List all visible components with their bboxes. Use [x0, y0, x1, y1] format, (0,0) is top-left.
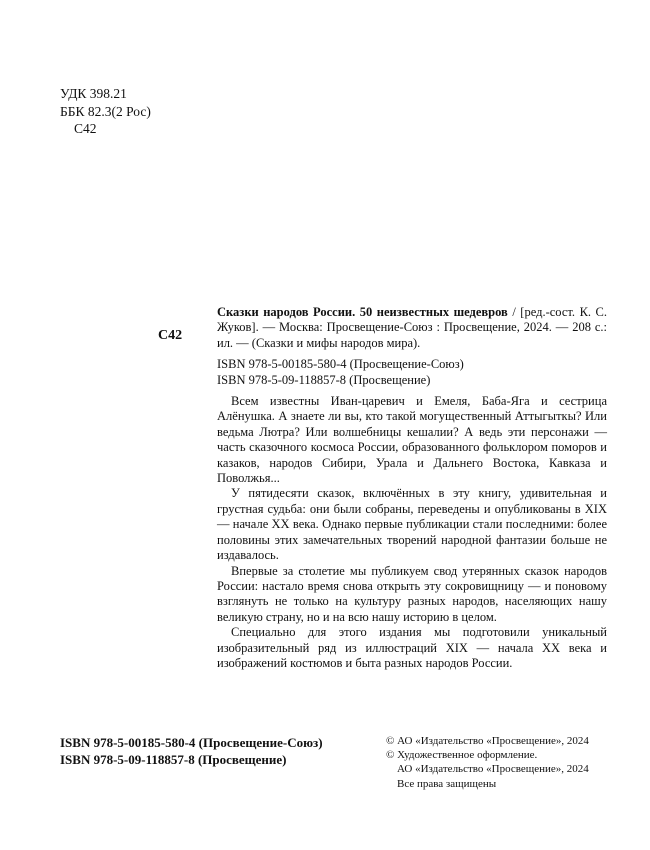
annotation	[217, 394, 607, 671]
bbk-code: ББК 82.3(2 Рос)	[60, 103, 151, 119]
annotation-paragraph: У пятидесяти сказок, включённых в эту книгу, удивительная и грустная судьба: они были собраны, переведены и опубликованы в XIX — начале XX века. Однако первые публикации стали последними: более половины этих замечательных творений народной фантазии больше не издавалось.	[217, 486, 607, 563]
bibliographic-details: / [ред.-сост. К. С. Жуков]. — Москва: Просвещение-Союз : Просвещение, 2024. — 208 с.: ил. — (Сказки и мифы народов мира).	[217, 305, 608, 350]
annotation-paragraph: Всем известны Иван-царевич и Емеля, Баба-Яга и сестрица Алёнушка. А знаете ли вы, кто такой могущественный Аттыгыткы? Или ведьма Лютра? Или волшебницы кешалии? А ведь эти персонажи — часть сказочного космоса России, образованного фольклором поморов и казаков, народов Сибири, Урала и Дальнего Востока, Кавказа и Поволжья...	[217, 394, 607, 486]
copyright-line: Все права защищены	[397, 777, 497, 790]
udk-code: УДК 398.21	[60, 86, 127, 101]
copyright-line: АО «Издательство «Просвещение», 2024	[397, 763, 589, 776]
bibliographic-description	[217, 305, 607, 351]
author-mark-side: С42	[158, 328, 183, 343]
classification-header	[60, 85, 151, 138]
isbn-block	[217, 357, 607, 388]
catalog-record	[217, 305, 607, 671]
isbn-line: ISBN 978-5-09-118857-8 (Просвещение)	[217, 372, 431, 387]
copyright-block	[386, 734, 589, 791]
isbn-footer-line: ISBN 978-5-09-118857-8 (Просвещение)	[60, 752, 287, 767]
isbn-footer-line: ISBN 978-5-00185-580-4 (Просвещение-Союз)	[60, 735, 323, 750]
copyright-line: © Художественное оформление.	[386, 749, 538, 762]
annotation-paragraph: Специально для этого издания мы подготовили уникальный изобразительный ряд из иллюстраций XIX — начала XX века и изображений костюмов и быта разных народов России.	[217, 625, 607, 670]
annotation-paragraph: Впервые за столетие мы публикуем свод утерянных сказок народов России: настало время снова открыть эту сокровищницу — и поновому взглянуть не только на культуру разных народов, населяющих нашу великую страну, но и на всю нашу историю в целом.	[217, 563, 607, 624]
book-title: Сказки народов России. 50 неизвестных шедевров	[217, 305, 508, 319]
author-mark-top: С42	[74, 121, 97, 136]
isbn-footer	[60, 734, 323, 768]
copyright-line: © АО «Издательство «Просвещение», 2024	[386, 735, 589, 747]
isbn-line: ISBN 978-5-00185-580-4 (Просвещение-Союз)	[217, 357, 464, 372]
